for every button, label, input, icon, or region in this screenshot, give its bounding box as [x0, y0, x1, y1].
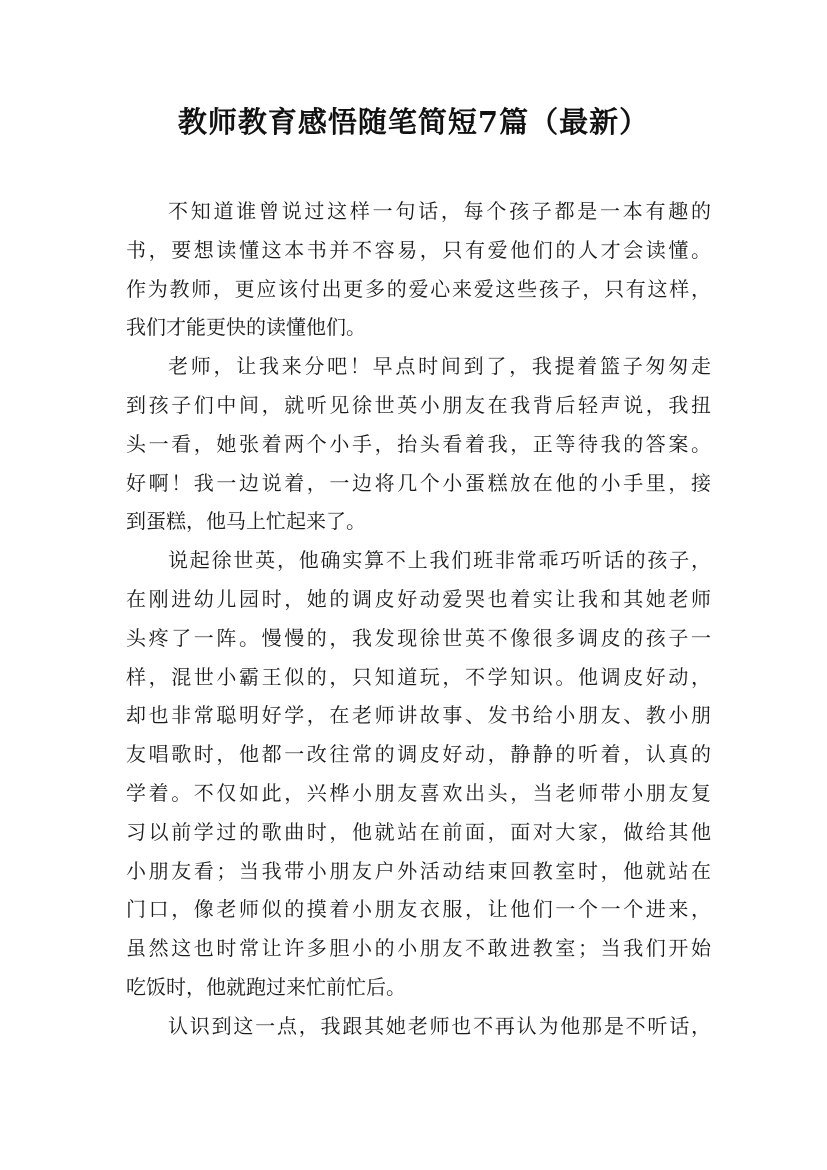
text-line: 我们才能更快的读懂他们。 [126, 315, 366, 340]
text-line: 头一看，她张着两个小手，抬头看着我，正等待我的答案。 [126, 431, 711, 456]
document-title: 教师教育感悟随笔简短7篇（最新） [177, 105, 650, 139]
text-line: 却也非常聪明好学，在老师讲故事、发书给小朋友、教小朋 [126, 703, 711, 728]
text-line: 书，要想读懂这本书并不容易，只有爱他们的人才会读懂。 [126, 237, 711, 262]
text-line: 小朋友看；当我带小朋友户外活动结束回教室时，他就站在 [126, 858, 711, 883]
text-line: 门口，像老师似的摸着小朋友衣服，让他们一个一个进来， [126, 897, 711, 922]
text-line: 说起徐世英，他确实算不上我们班非常乖巧听话的孩子， [168, 548, 711, 573]
text-line: 样，混世小霸王似的，只知道玩，不学知识。他调皮好动， [126, 664, 711, 689]
text-line: 吃饭时，他就跑过来忙前忙后。 [126, 974, 406, 999]
text-line: 虽然这也时常让许多胆小的小朋友不敢进教室；当我们开始 [126, 936, 711, 961]
text-line: 作为教师，更应该付出更多的爱心来爱这些孩子，只有这样， [126, 276, 711, 301]
text-line: 在刚进幼儿园时，她的调皮好动爱哭也着实让我和其她老师 [126, 586, 711, 611]
text-line: 习以前学过的歌曲时，他就站在前面，面对大家，做给其他 [126, 819, 711, 844]
text-line: 友唱歌时，他都一改往常的调皮好动，静静的听着，认真的 [126, 742, 711, 767]
text-line: 好啊！我一边说着，一边将几个小蛋糕放在他的小手里，接 [126, 470, 711, 495]
text-line: 学着。不仅如此，兴桦小朋友喜欢出头，当老师带小朋友复 [126, 780, 711, 805]
text-line: 到蛋糕，他马上忙起来了。 [126, 509, 366, 534]
document-body [126, 192, 711, 1046]
text-line: 头疼了一阵。慢慢的，我发现徐世英不像很多调皮的孩子一 [126, 625, 711, 650]
text-line: 老师，让我来分吧！早点时间到了，我提着篮子匆匆走 [168, 354, 711, 379]
text-line: 不知道谁曾说过这样一句话，每个孩子都是一本有趣的 [168, 199, 711, 223]
text-line: 认识到这一点，我跟其她老师也不再认为他那是不听话， [168, 1013, 711, 1038]
text-line: 到孩子们中间，就听见徐世英小朋友在我背后轻声说，我扭 [126, 392, 711, 417]
